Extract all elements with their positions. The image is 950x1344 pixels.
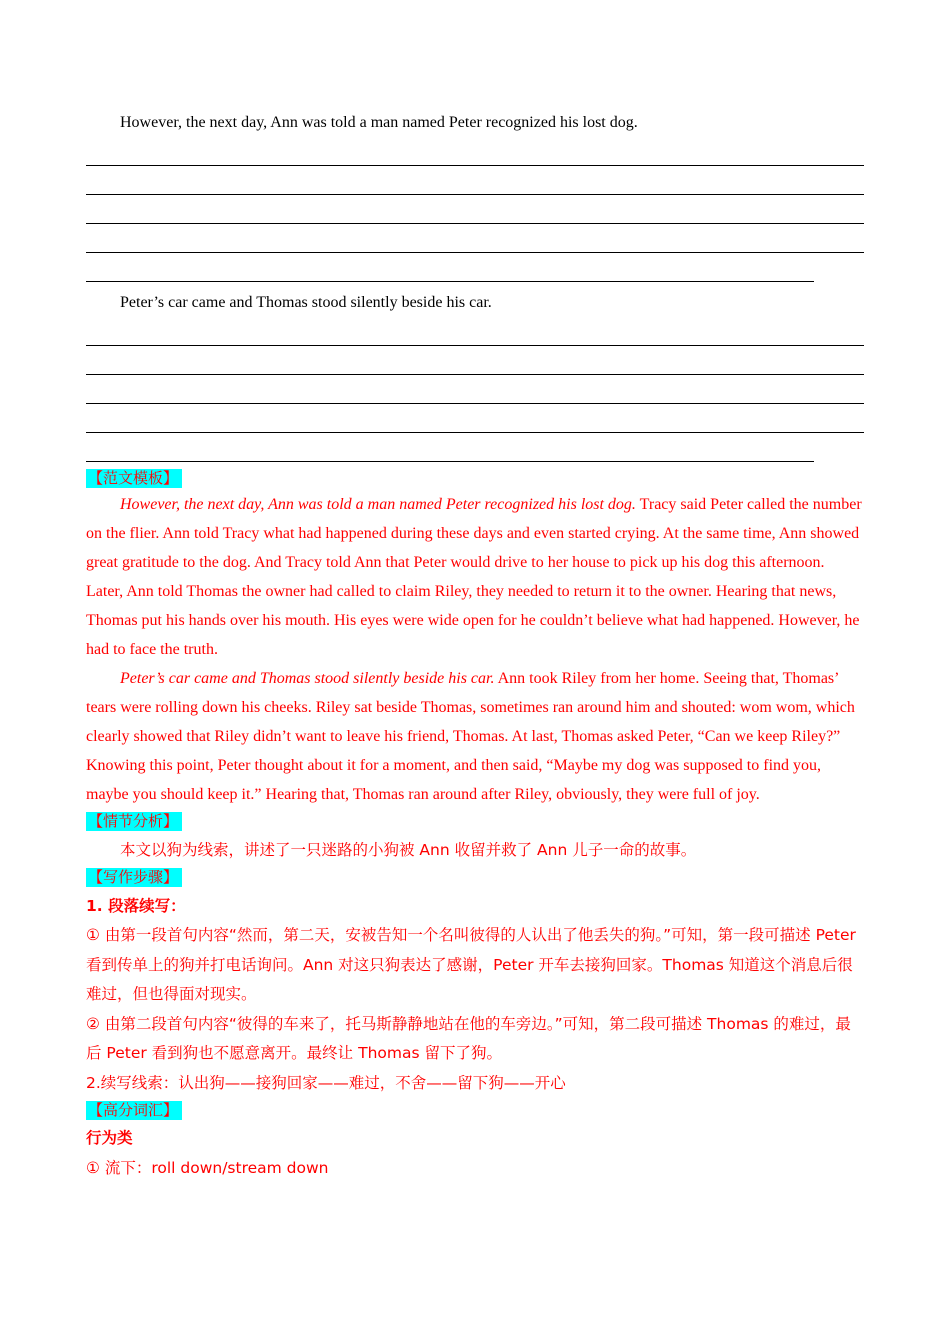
model-section-header — [86, 466, 864, 490]
model-paragraph-1 — [86, 490, 864, 664]
steps-section-header — [86, 866, 864, 890]
document-content — [86, 108, 864, 1183]
answer-line[interactable] — [86, 346, 864, 375]
step1-title: 1. 段落续写： — [86, 896, 186, 915]
answer-line[interactable] — [86, 224, 864, 253]
vocab-tag: 【高分词汇】 — [86, 1101, 182, 1120]
answer-lines-1 — [86, 137, 864, 282]
answer-line[interactable] — [86, 166, 864, 195]
answer-line[interactable] — [86, 375, 864, 404]
plot-tag: 【情节分析】 — [86, 812, 182, 831]
answer-line[interactable] — [86, 317, 864, 346]
model-p2-body: Ann took Riley from her home. Seeing that, Thomas’ tears were rolling down his cheeks. Riley sat beside Thomas, sometimes ran around him and shouted: wom wom, which clearly showed that Riley didn’t want to leave his friend, Thomas. At last, Thomas asked Peter, “Can we keep Riley?” Knowing this point, Peter thought about it for a moment, and then said, “Maybe my dog was supposed to find you, maybe you should keep it.” Hearing that, Thomas ran around after Riley, obviously, they were full of joy. — [86, 670, 855, 803]
prompt-sentence-1: However, the next day, Ann was told a man named Peter recognized his lost dog. — [120, 114, 638, 131]
model-tag: 【范文模板】 — [86, 469, 182, 488]
model-p1-lead: However, the next day, Ann was told a man named Peter recognized his lost dog. — [120, 496, 636, 513]
answer-line[interactable] — [86, 404, 864, 433]
prompt-sentence-2: Peter’s car came and Thomas stood silently beside his car. — [120, 294, 492, 311]
model-p1-body: Tracy said Peter called the number on the flier. Ann told Tracy what had happened during these days and even started crying. At the same time, Ann showed great gratitude to the dog. And Tracy told Ann that Peter would drive to her house to pick up his dog this afternoon. Later, Ann told Thomas the owner had called to claim Riley, they needed to return it to the owner. Hearing that news, Thomas put his hands over his mouth. His eyes were wide open for he couldn’t believe what had happened. However, he had to face the truth. — [86, 496, 862, 658]
answer-lines-2 — [86, 317, 864, 462]
vocab-item: ① 流下：roll down/stream down — [86, 1158, 329, 1177]
plot-analysis: 本文以狗为线索，讲述了一只迷路的小狗被 Ann 收留并救了 Ann 儿子一命的故事。 — [120, 841, 697, 859]
vocab-section-header — [86, 1098, 864, 1122]
model-paragraph-2 — [86, 664, 864, 809]
answer-line[interactable] — [86, 433, 814, 462]
model-p2-lead: Peter’s car came and Thomas stood silently beside his car. — [120, 670, 495, 687]
plot-section-header — [86, 809, 864, 833]
vocab-category: 行为类 — [86, 1129, 133, 1147]
step1-point-b: ② 由第二段首句内容“彼得的车来了，托马斯静静地站在他的车旁边。”可知，第二段可描述 Thomas 的难过，最后 Peter 看到狗也不愿意离开。最终让 Thomas 留下了狗。 — [86, 1014, 851, 1062]
step2-clue: 2.续写线索：认出狗——接狗回家——难过，不舍——留下狗——开心 — [86, 1073, 566, 1092]
steps-tag: 【写作步骤】 — [86, 868, 182, 887]
answer-line[interactable] — [86, 195, 864, 224]
answer-line[interactable] — [86, 137, 864, 166]
answer-line[interactable] — [86, 253, 814, 282]
step1-point-a: ① 由第一段首句内容“然而，第二天，安被告知一个名叫彼得的人认出了他丢失的狗。”可知，第一段可描述 Peter 看到传单上的狗并打电话询问。Ann 对这只狗表达了感谢，Peter 开车去接狗回家。Thomas 知道这个消息后很难过，但也得面对现实。 — [86, 926, 856, 1003]
